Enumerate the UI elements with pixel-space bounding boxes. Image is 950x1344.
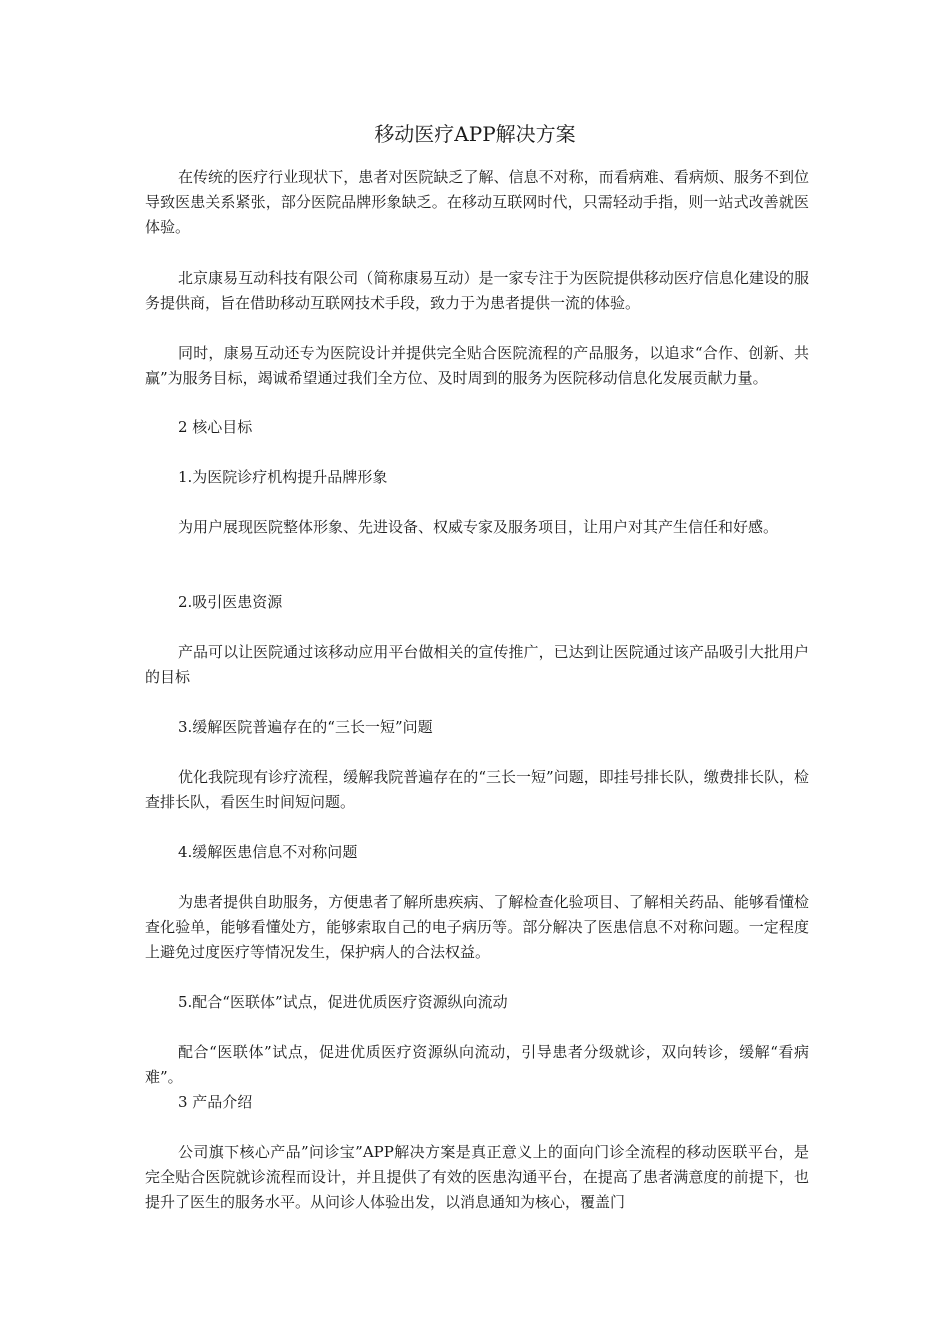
- product-intro-text: 公司旗下核心产品”问诊宝”APP解决方案是真正意义上的面向门诊全流程的移动医联平台，是完全贴合医院就诊流程而设计，并且提供了有效的医患沟通平台，在提高了患者满意度的前提下，也提升了医生的服务水平。从问诊人体验出发，以消息通知为核心，覆盖门: [145, 1143, 809, 1211]
- intro-paragraph-3: 同时，康易互动还专为医院设计并提供完全贴合医院流程的产品服务，以追求“合作、创新、共赢”为服务目标，竭诚希望通过我们全方位、及时周到的服务为医院移动信息化发展贡献力量。: [145, 344, 809, 387]
- goal-3-heading: 3.缓解医院普遍存在的“三长一短”问题: [178, 718, 433, 736]
- section-heading-product: 3 产品介绍: [178, 1093, 253, 1111]
- goal-4-heading: 4.缓解医患信息不对称问题: [178, 843, 358, 861]
- section-heading-core-goals: 2 核心目标: [178, 418, 253, 436]
- goal-5-heading: 5.配合“医联体”试点，促进优质医疗资源纵向流动: [178, 993, 508, 1011]
- goal-2-heading: 2.吸引医患资源: [178, 593, 283, 611]
- intro-paragraph-1: 在传统的医疗行业现状下，患者对医院缺乏了解、信息不对称，而看病难、看病烦、服务不到位导致医患关系紧张，部分医院品牌形象缺乏。在移动互联网时代，只需轻动手指，则一站式改善就医体验。: [145, 168, 809, 236]
- goal-5-text: 配合“医联体”试点，促进优质医疗资源纵向流动，引导患者分级就诊，双向转诊，缓解“看病难”。: [145, 1043, 809, 1086]
- goal-4-text: 为患者提供自助服务，方便患者了解所患疾病、了解检查化验项目、了解相关药品、能够看懂检查化验单，能够看懂处方，能够索取自己的电子病历等。部分解决了医患信息不对称问题。一定程度上避免过度医疗等情况发生，保护病人的合法权益。: [145, 893, 809, 961]
- goal-1-text: 为用户展现医院整体形象、先进设备、权威专家及服务项目，让用户对其产生信任和好感。: [178, 518, 779, 536]
- goal-3-text: 优化我院现有诊疗流程，缓解我院普遍存在的“三长一短”问题，即挂号排长队，缴费排长队，检查排长队，看医生时间短问题。: [145, 768, 809, 811]
- intro-paragraph-2: 北京康易互动科技有限公司（简称康易互动）是一家专注于为医院提供移动医疗信息化建设的服务提供商，旨在借助移动互联网技术手段，致力于为患者提供一流的体验。: [145, 269, 809, 312]
- goal-1-heading: 1.为医院诊疗机构提升品牌形象: [178, 468, 388, 486]
- goal-2-text: 产品可以让医院通过该移动应用平台做相关的宣传推广，已达到让医院通过该产品吸引大批用户的目标: [145, 643, 809, 686]
- document-title: 移动医疗APP解决方案: [374, 122, 576, 146]
